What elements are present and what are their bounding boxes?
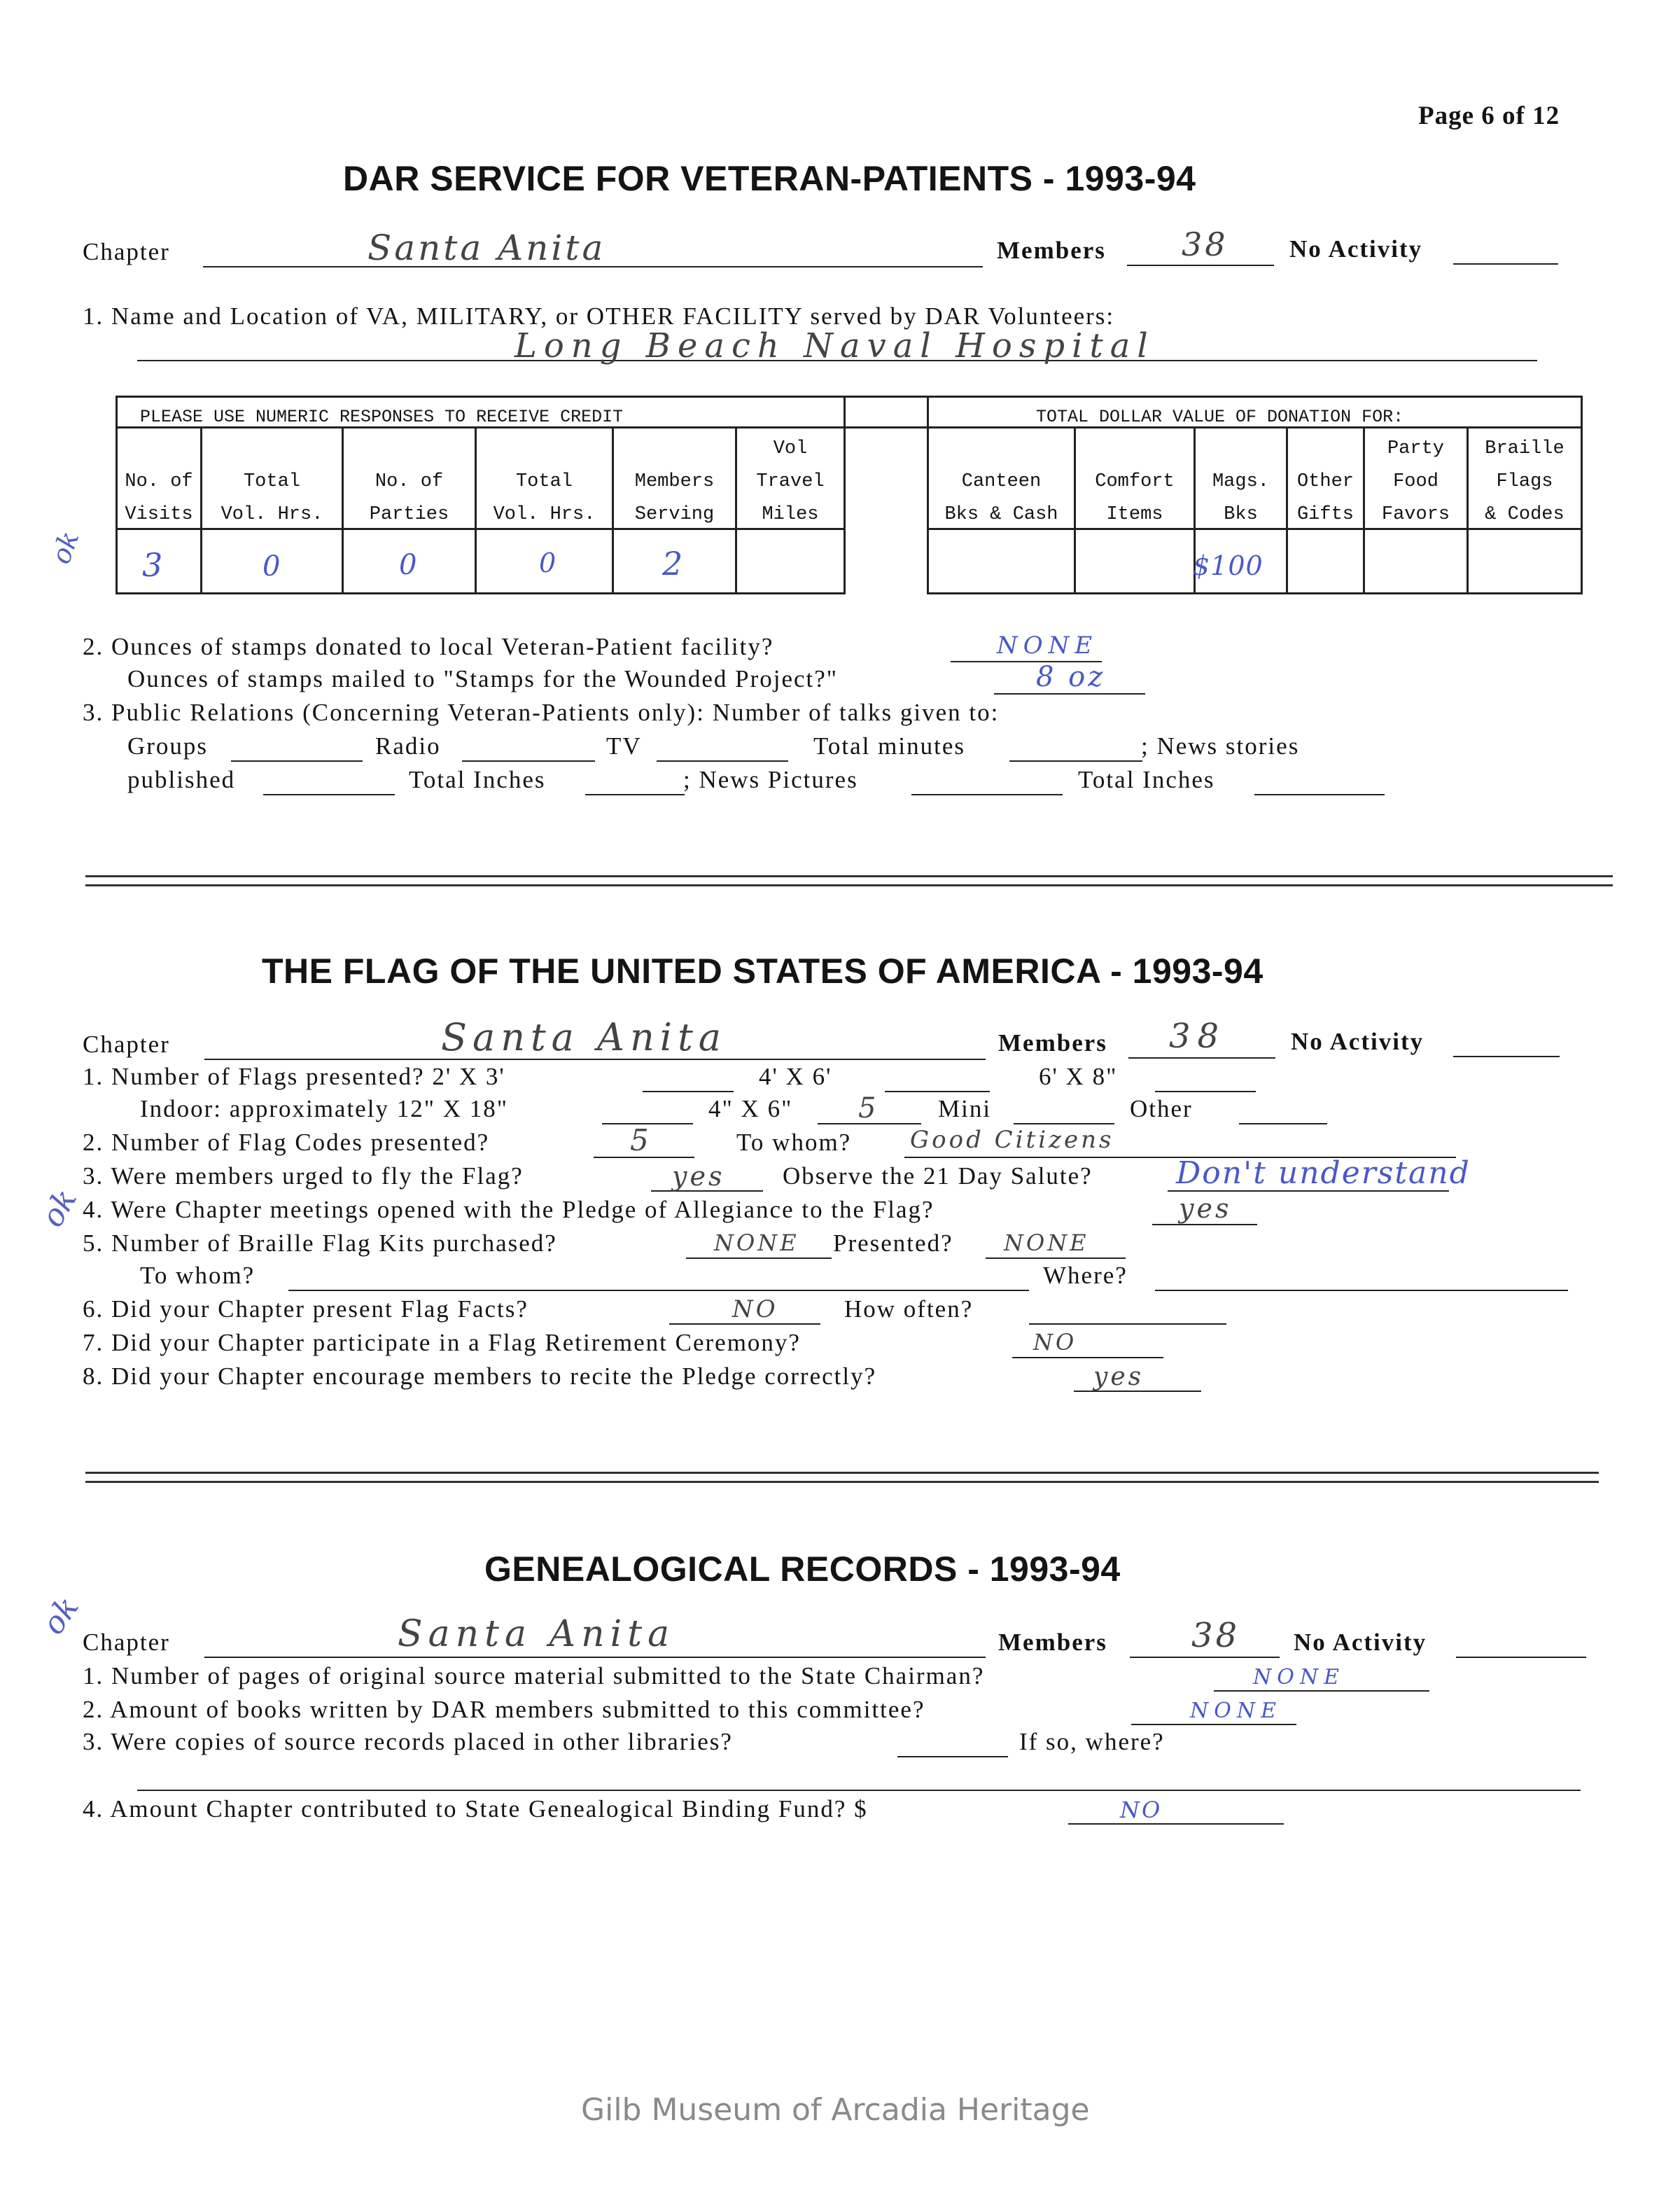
other-label: Other (1130, 1095, 1193, 1122)
binding-fund-line (1068, 1823, 1284, 1825)
col-border (1581, 396, 1583, 594)
total-inches-2-line (1254, 794, 1385, 795)
braille-where-line (1155, 1290, 1568, 1291)
recite-pledge-question: 8. Did your Chapter encourage members to recite the Pledge correctly? (83, 1363, 877, 1390)
stamps-donated-answer: NONE (997, 632, 1098, 660)
flags-6x8-line (1155, 1091, 1256, 1092)
table-left-header: PLEASE USE NUMERIC RESPONSES TO RECEIVE CREDIT (140, 407, 624, 427)
how-often-line (1029, 1323, 1226, 1325)
source-copies-line (897, 1756, 1008, 1757)
members-line (1127, 265, 1274, 266)
stamps-mailed-answer: 8 oz (1036, 661, 1106, 693)
groups-line (231, 760, 363, 762)
no-activity-label: No Activity (1291, 1028, 1424, 1055)
braille-kits-line (686, 1257, 832, 1259)
total-minutes-line (1009, 760, 1142, 762)
members-value: 38 (1191, 1616, 1240, 1655)
flag-section-title: THE FLAG OF THE UNITED STATES OF AMERICA - 1993-94 (262, 952, 1264, 991)
other-line (1239, 1123, 1327, 1124)
observe-salute-answer: Don't understand (1176, 1155, 1471, 1191)
value-vol-hrs: 0 (262, 550, 283, 583)
veteran-section-title: DAR SERVICE FOR VETERAN-PATIENTS - 1993-94 (343, 159, 1196, 198)
mini-label: Mini (938, 1095, 992, 1122)
no-activity-line (1453, 263, 1558, 265)
chapter-label: Chapter (83, 1031, 170, 1058)
if-so-where-label: If so, where? (1019, 1728, 1165, 1755)
news-stories-label: ; News stories (1141, 732, 1300, 760)
members-label: Members (998, 1029, 1107, 1057)
col-header-visits: No. of Visits (125, 471, 193, 525)
section-divider (85, 875, 1613, 886)
fly-flag-answer: yes (672, 1161, 725, 1192)
indoor-4x6-label: 4" X 6" (708, 1095, 793, 1122)
members-label: Members (998, 1629, 1107, 1656)
flag-codes-to-whom-label: To whom? (736, 1129, 852, 1156)
books-written-question: 2. Amount of books written by DAR members submitted to this committee? (83, 1696, 925, 1723)
source-pages-question: 1. Number of pages of original source material submitted to the State Chairman? (83, 1662, 985, 1689)
pledge-meetings-answer: yes (1179, 1193, 1232, 1224)
fly-flag-question: 3. Were members urged to fly the Flag? (83, 1162, 524, 1190)
indoor-4x6-answer: 5 (858, 1092, 879, 1124)
flag-codes-answer: 5 (630, 1123, 652, 1157)
flag-codes-to-whom-answer: Good Citizens (910, 1126, 1114, 1154)
source-pages-answer: NONE (1253, 1665, 1345, 1689)
no-activity-label: No Activity (1289, 235, 1423, 263)
col-header-parties: No. of Parties (369, 471, 449, 525)
flags-4x6-label: 4' X 6' (759, 1063, 832, 1090)
page-number: Page 6 of 12 (1418, 102, 1560, 130)
table-gap-bottom (844, 426, 927, 428)
radio-label: Radio (375, 732, 441, 760)
genealogy-section-title: GENEALOGICAL RECORDS - 1993-94 (484, 1549, 1121, 1589)
binding-fund-answer: NO (1120, 1797, 1163, 1823)
chapter-value: Santa Anita (368, 228, 606, 268)
members-line (1130, 1657, 1280, 1658)
stamps-donated-question: 2. Ounces of stamps donated to local Veteran-Patient facility? (83, 633, 774, 660)
stamps-mailed-line (994, 693, 1145, 695)
members-label: Members (997, 237, 1106, 264)
col-header-members-serving: Members Serving (634, 471, 715, 525)
binding-fund-question: 4. Amount Chapter contributed to State Genealogical Binding Fund? $ (83, 1795, 868, 1823)
braille-presented-answer: NONE (1004, 1229, 1089, 1256)
margin-check-mark: ok (45, 527, 85, 569)
members-value: 38 (1169, 1017, 1226, 1056)
books-written-answer: NONE (1190, 1699, 1282, 1723)
flags-presented-question: 1. Number of Flags presented? 2' X 3' (83, 1063, 505, 1090)
table-bottom-border (115, 592, 844, 594)
flag-codes-question: 2. Number of Flag Codes presented? (83, 1129, 490, 1156)
retirement-ceremony-line (1012, 1357, 1163, 1358)
public-relations-question: 3. Public Relations (Concerning Veteran-Patients only): Number of talks given to: (83, 699, 1000, 726)
chapter-value: Santa Anita (441, 1015, 727, 1059)
flag-facts-question: 6. Did your Chapter present Flag Facts? (83, 1295, 528, 1323)
chapter-label: Chapter (83, 238, 170, 265)
books-written-line (1131, 1724, 1296, 1725)
facility-answer: Long Beach Naval Hospital (514, 326, 1155, 365)
members-line (1128, 1057, 1275, 1059)
table-right-header: TOTAL DOLLAR VALUE OF DONATION FOR: (1036, 407, 1404, 427)
value-parties: 0 (399, 549, 419, 581)
members-value: 38 (1182, 225, 1228, 263)
pledge-meetings-line (1152, 1224, 1257, 1225)
braille-presented-line (986, 1257, 1126, 1259)
tv-label: TV (606, 732, 642, 760)
stamps-mailed-question: Ounces of stamps mailed to "Stamps for the Wounded Project?" (127, 665, 839, 692)
table-gap-top (844, 396, 927, 398)
retirement-ceremony-question: 7. Did your Chapter participate in a Flag Retirement Ceremony? (83, 1329, 801, 1356)
no-activity-line (1453, 1056, 1560, 1057)
news-pictures-label: ; News Pictures (683, 766, 858, 793)
col-header-comfort: Comfort Items (1095, 471, 1175, 525)
value-vol-hrs-2: 0 (539, 548, 559, 578)
chapter-value: Santa Anita (398, 1613, 676, 1655)
footer-watermark: Gilb Museum of Arcadia Heritage (581, 2092, 1090, 2128)
braille-where-label: Where? (1043, 1262, 1128, 1289)
col-header-canteen: Canteen Bks & Cash (944, 471, 1058, 525)
chapter-line (204, 1657, 986, 1658)
indoor-label: Indoor: approximately 12" X 18" (140, 1095, 509, 1122)
pledge-meetings-question: 4. Were Chapter meetings opened with the Pledge of Allegiance to the Flag? (83, 1196, 934, 1223)
table-bottom-border-right (927, 592, 1583, 594)
total-inches-2-label: Total Inches (1078, 766, 1215, 793)
chapter-label: Chapter (83, 1629, 170, 1656)
mini-line (1014, 1123, 1114, 1124)
braille-to-whom-label: To whom? (140, 1262, 255, 1289)
retirement-ceremony-answer: NO (1033, 1329, 1077, 1356)
braille-kits-answer: NONE (714, 1229, 799, 1256)
col-header-other-gifts: Other Gifts (1296, 471, 1354, 525)
tv-line (657, 760, 788, 762)
radio-line (462, 760, 595, 762)
total-inches-line (585, 794, 685, 795)
how-often-label: How often? (844, 1295, 974, 1323)
col-header-braille: Braille Flags & Codes (1485, 438, 1564, 525)
no-activity-line (1456, 1657, 1586, 1658)
groups-label: Groups (127, 732, 209, 760)
margin-check-mark: ok (35, 1590, 86, 1641)
braille-presented-label: Presented? (833, 1229, 953, 1257)
flag-facts-line (669, 1323, 820, 1325)
value-mags: $100 (1193, 550, 1264, 581)
news-pictures-line (911, 794, 1063, 795)
source-copies-question: 3. Were copies of source records placed in other libraries? (83, 1728, 733, 1755)
margin-check-mark: ok (34, 1183, 84, 1234)
total-minutes-label: Total minutes (813, 732, 965, 760)
flags-2x3-line (643, 1091, 734, 1092)
col-header-travel-miles: Vol Travel Miles (756, 438, 825, 525)
table-top-border (115, 396, 844, 398)
recite-pledge-answer: yes (1093, 1363, 1144, 1391)
published-line (263, 794, 395, 795)
facility-question: 1. Name and Location of VA, MILITARY, or OTHER FACILITY served by DAR Volunteers: (83, 302, 1115, 330)
col-border (844, 396, 846, 594)
col-header-party-food: Party Food Favors (1381, 438, 1450, 525)
col-header-total-vol-hrs: Total Vol. Hrs. (220, 471, 323, 525)
no-activity-label: No Activity (1294, 1629, 1427, 1656)
col-header-mags: Mags. Bks (1212, 471, 1269, 525)
value-visits: 3 (142, 546, 165, 584)
table-top-border-right (927, 396, 1583, 398)
section-divider (85, 1472, 1599, 1483)
flag-facts-answer: NO (732, 1295, 778, 1323)
braille-kits-question: 5. Number of Braille Flag Kits purchased? (83, 1229, 557, 1257)
observe-salute-label: Observe the 21 Day Salute? (783, 1162, 1093, 1190)
source-copies-where-line (137, 1790, 1581, 1791)
flags-4x6-line (885, 1091, 990, 1092)
flags-6x8-label: 6' X 8" (1039, 1063, 1118, 1090)
published-label: published (127, 766, 236, 793)
col-header-total-vol-hrs-2: Total Vol. Hrs. (493, 471, 596, 525)
value-members-serving: 2 (662, 545, 685, 583)
braille-to-whom-line (288, 1290, 1029, 1291)
source-pages-line (1214, 1690, 1429, 1692)
total-inches-label: Total Inches (409, 766, 546, 793)
